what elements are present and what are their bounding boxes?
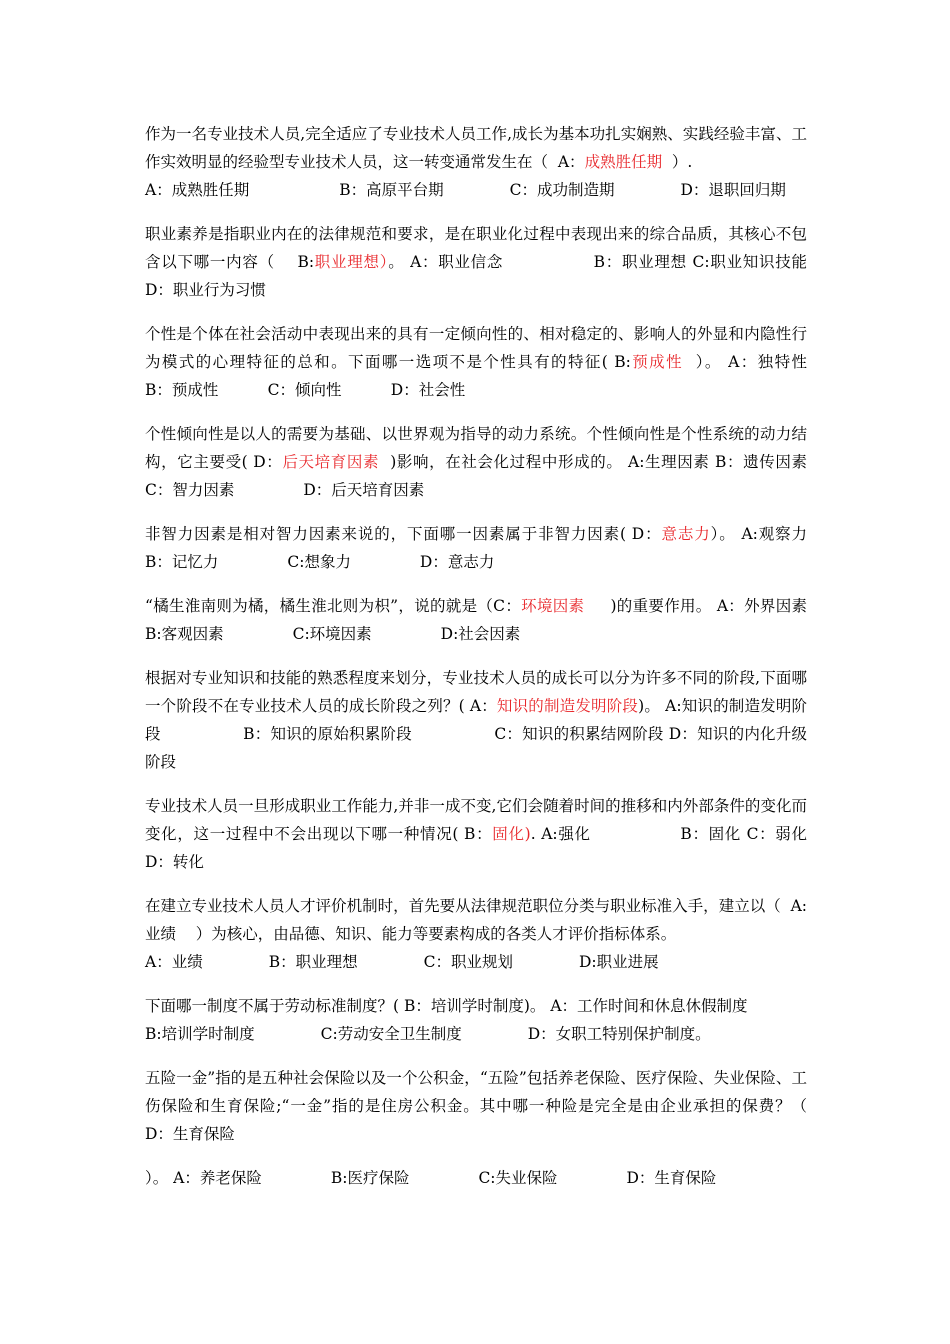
question-stem: 根据对专业知识和技能的熟悉程度来划分，专业技术人员的成长可以分为许多不同的阶段,下面哪一个阶段不在专业技术人员的成长阶段之列？( A： xyxy=(145,669,807,715)
answer-text: 知识的制造发明阶段 xyxy=(496,697,639,715)
question-6 xyxy=(145,592,876,648)
question-stem: 五险一金”指的是五种社会保险以及一个公积金，“五险”包括养老保险、医疗保险、失业保险、工伤保险和生育保险;“一金”指的是住房公积金。其中哪一种险是完全是由企业承担的保费？（ D：生育保险 xyxy=(145,1069,827,1143)
question-8 xyxy=(145,792,876,876)
option-a: A：业绩 xyxy=(145,953,203,971)
option-b: B:培训学时制度 xyxy=(145,1025,255,1043)
question-stem: 下面哪一制度不属于劳动标准制度？( B：培训学时制度)。 A：工作时间和休息休假制度 xyxy=(145,997,748,1015)
question-tail: ）。 A:观察力 B：记忆力 C:想象力 D：意志力 xyxy=(145,525,876,571)
question-tail: )的重要作用。 A：外界因素 B:客观因素 C:环境因素 D:社会因素 xyxy=(145,597,876,643)
question-tail: )影响，在社会化过程中形成的。 A:生理因素 B：遗传因素 C：智力因素 D：后天培育因素 xyxy=(145,453,867,499)
question-stem: “橘生淮南则为橘，橘生淮北则为枳”，说的就是（C： xyxy=(145,597,522,615)
question-4 xyxy=(145,420,867,504)
question-7 xyxy=(145,664,807,776)
answer-text: 预成性 xyxy=(630,353,683,371)
option-b: B：高原平台期 xyxy=(339,181,444,199)
question-stem: 职业素养是指职业内在的法律规范和要求，是在职业化过程中表现出来的综合品质，其核心不包含以下哪一内容（ B: xyxy=(145,225,807,271)
question-5 xyxy=(145,520,876,576)
question-stem: 在建立专业技术人员人才评价机制时，首先要从法律规范职位分类与职业标准入手，建立以（ A:业绩 ）为核心，由品德、知识、能力等要素构成的各类人才评价指标体系。 xyxy=(145,897,807,943)
question-stem: 个性倾向性是以人的需要为基础、以世界观为指导的动力系统。个性倾向性是个性系统的动力结构，它主要受( D： xyxy=(145,425,807,471)
question-stem: 作为一名专业技术人员,完全适应了专业技术人员工作,成长为基本功扎实娴熟、实践经验丰富、工作实效明显的经验型专业技术人员，这一转变通常发生在（ A： xyxy=(145,125,807,171)
question-11-options xyxy=(145,1164,807,1192)
option-d: D：退职回归期 xyxy=(680,181,786,199)
option-c: C：成功制造期 xyxy=(509,181,615,199)
option-c: C：职业规划 xyxy=(423,953,513,971)
question-tail: )。 A:知识的制造发明阶段 B：知识的原始积累阶段 C：知识的积累结网阶段 D：知识的内化升级阶段 xyxy=(145,697,808,771)
option-c: C:劳动安全卫生制度 xyxy=(320,1025,462,1043)
question-11 xyxy=(145,1064,827,1148)
answer-text: 环境因素 xyxy=(521,597,585,615)
question-1 xyxy=(145,120,807,204)
question-tail: ）。 A：独特性 B：预成性 C：倾向性 D：社会性 xyxy=(145,353,857,399)
option-b: B：职业理想 xyxy=(268,953,358,971)
question-stem: 专业技术人员一旦形成职业工作能力,并非一成不变,它们会随着时间的推移和内外部条件的变化而变化，这一过程中不会出现以下哪一种情况( B： xyxy=(145,797,807,843)
option-d: D：女职工特别保护制度。 xyxy=(527,1025,711,1043)
answer-text: 意志力 xyxy=(661,525,711,543)
question-10 xyxy=(145,992,807,1048)
answer-text: 成熟胜任期 xyxy=(584,153,663,171)
answer-text: 后天培育因素 xyxy=(282,453,380,471)
question-stem: ）。 A：养老保险 B:医疗保险 C:失业保险 D：生育保险 xyxy=(145,1169,717,1187)
option-a: A：成熟胜任期 xyxy=(145,181,250,199)
option-d: D:职业进展 xyxy=(578,953,659,971)
question-stem: 非智力因素是相对智力因素来说的，下面哪一因素属于非智力因素( D： xyxy=(145,525,662,543)
question-3 xyxy=(145,320,857,404)
question-stem: 个性是个体在社会活动中表现出来的具有一定倾向性的、相对稳定的、影响人的外显和内隐性行为模式的心理特征的总和。下面哪一选项不是个性具有的特征( B: xyxy=(145,325,807,371)
document-page xyxy=(145,120,876,1208)
question-tail: 。 A：职业信念 B：职业理想 C:职业知识技能 D：职业行为习惯 xyxy=(145,253,876,299)
question-tail: . A:强化 B：固化 C：弱化 D：转化 xyxy=(145,825,876,871)
question-9 xyxy=(145,892,807,976)
question-2 xyxy=(145,220,876,304)
question-tail: ）. xyxy=(662,153,693,171)
answer-text: 固化) xyxy=(492,825,531,843)
answer-text: 职业理想） xyxy=(314,253,389,271)
